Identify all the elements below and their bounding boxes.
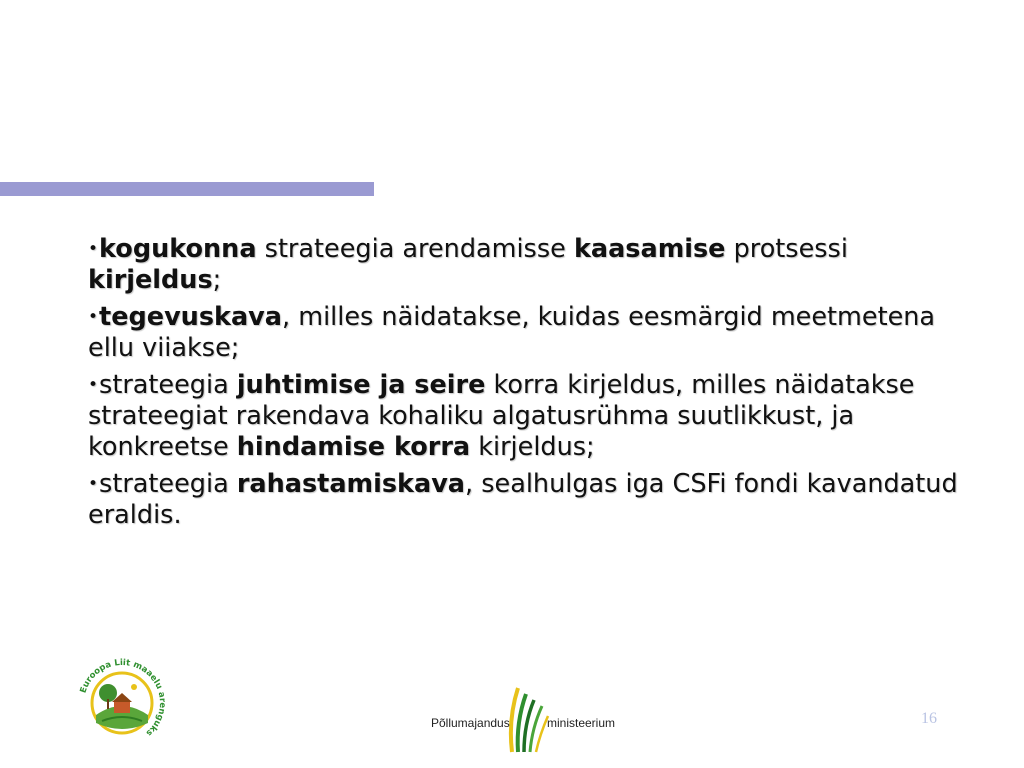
text-segment: , sealhulgas iga CSFi fondi kavandatud eraldis.	[88, 469, 958, 530]
bullet-icon: •	[88, 239, 99, 259]
bullet-icon: •	[88, 307, 99, 327]
bold-text-segment: kirjeldus	[88, 265, 213, 295]
bullet-icon: •	[88, 375, 99, 395]
bullet-text	[88, 370, 914, 462]
bullet-text	[88, 302, 935, 363]
text-segment: korra kirjeldus, milles näidatakse strateegiat rakendava kohaliku algatusrühma suutlikkust, ja konkreetse	[88, 370, 915, 462]
bold-text-segment: hindamise korra	[236, 432, 471, 462]
bullet-item	[88, 469, 958, 531]
text-segment: kirjeldus;	[470, 432, 595, 462]
bullet-item	[88, 234, 958, 296]
accent-bar	[0, 182, 374, 196]
ministry-right-text: ministeerium	[547, 716, 616, 730]
text-segment: protsessi	[725, 234, 848, 264]
slide-number: 16	[921, 710, 937, 727]
bold-text-segment: kogukonna	[99, 234, 257, 264]
bullet-text	[88, 469, 958, 530]
text-segment: , milles näidatakse, kuidas eesmärgid meetmetena ellu viiakse;	[88, 302, 936, 363]
text-segment: strateegia	[99, 469, 237, 499]
svg-text:Euroopa Liit maaelu arenguks: Euroopa Liit maaelu arenguks	[78, 657, 168, 738]
text-segment: ;	[212, 265, 222, 295]
text-segment: strateegia	[99, 370, 237, 400]
bullet-item	[88, 302, 958, 364]
bullet-icon: •	[88, 474, 99, 494]
bullet-text	[88, 234, 848, 295]
text-segment: strateegia arendamisse	[256, 234, 574, 264]
ministry-logo	[428, 684, 628, 754]
ministry-left-text: Põllumajandus	[431, 716, 510, 730]
bold-text-segment: rahastamiskava	[236, 469, 466, 499]
eu-rural-development-logo-icon	[74, 655, 170, 751]
bold-text-segment: kaasamise	[573, 234, 726, 264]
bullet-item	[88, 370, 958, 463]
bold-text-segment: tegevuskava	[99, 302, 283, 332]
bullet-list	[88, 234, 958, 537]
bold-text-segment: juhtimise ja seire	[236, 370, 486, 400]
